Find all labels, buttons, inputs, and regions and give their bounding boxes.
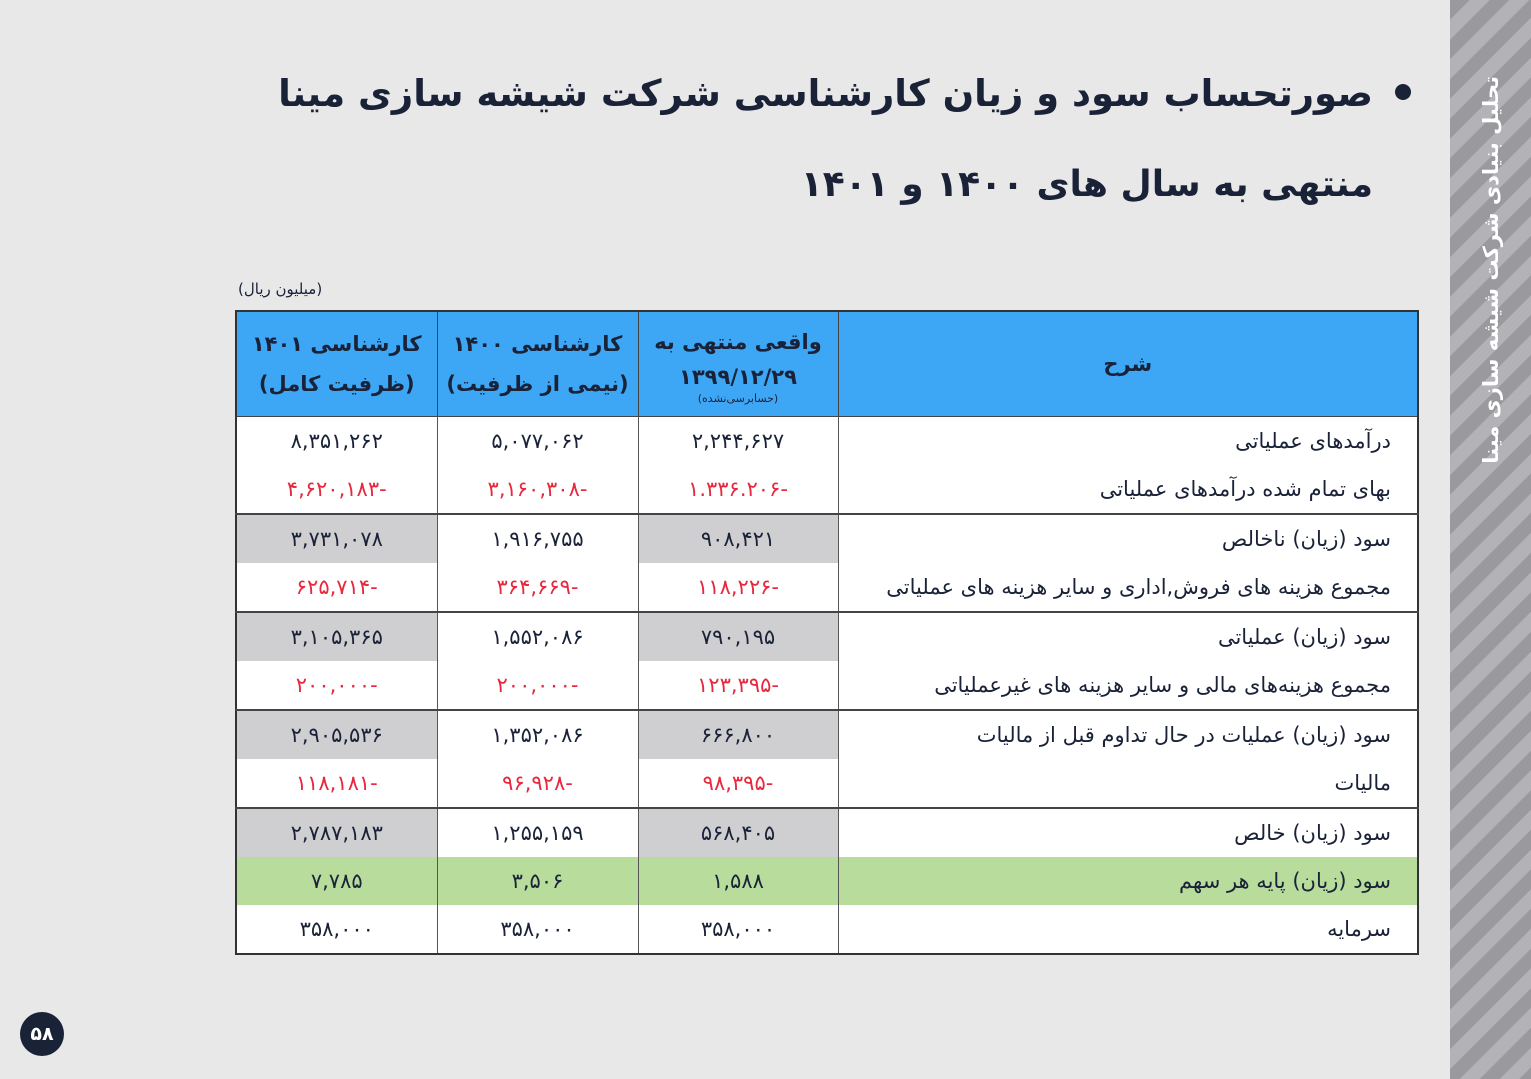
row-desc: مالیات <box>838 759 1418 808</box>
row-desc: درآمدهای عملیاتی <box>838 417 1418 466</box>
header-actual <box>638 311 838 417</box>
row-desc: سود (زیان) ناخالص <box>838 514 1418 563</box>
side-label-container <box>1450 76 1531 464</box>
side-label: تحلیل بنیادی شرکت شیشه سازی مینا <box>1478 76 1503 464</box>
row-desc: مجموع هزینه های فروش,اداری و سایر هزینه های عملیاتی <box>838 563 1418 612</box>
unit-note: (میلیون ریال) <box>238 280 323 298</box>
cell-1401: ۳۵۸,۰۰۰ <box>236 905 437 954</box>
cell-1400: ۵,۰۷۷,۰۶۲ <box>437 417 638 466</box>
page-title-text: صورتحساب سود و زیان کارشناسی شرکت شیشه سازی مینا <box>278 72 1373 115</box>
cell-1401: ۲,۹۰۵,۵۳۶ <box>236 710 437 759</box>
cell-actual: -۱۲۳,۳۹۵ <box>638 661 838 710</box>
table-row <box>236 612 1418 661</box>
table-row <box>236 759 1418 808</box>
row-desc: سود (زیان) عملیاتی <box>838 612 1418 661</box>
cell-1400: ۳۵۸,۰۰۰ <box>437 905 638 954</box>
cell-1400: ۱,۵۵۲,۰۸۶ <box>437 612 638 661</box>
page-title <box>278 72 1411 115</box>
header-actual-note: (حسابرسی‌نشده) <box>697 392 779 405</box>
table-row <box>236 808 1418 857</box>
cell-actual: ۶۶۶,۸۰۰ <box>638 710 838 759</box>
table-row <box>236 563 1418 612</box>
cell-1401: ۳,۷۳۱,۰۷۸ <box>236 514 437 563</box>
cell-1401: ۲,۷۸۷,۱۸۳ <box>236 808 437 857</box>
cell-actual: ۱,۵۸۸ <box>638 857 838 905</box>
cell-1400: ۳,۵۰۶ <box>437 857 638 905</box>
header-1401-line1: کارشناسی ۱۴۰۱ <box>251 332 422 356</box>
row-desc: مجموع هزینه‌های مالی و سایر هزینه های غیرعملیاتی <box>838 661 1418 710</box>
cell-actual: ۹۰۸,۴۲۱ <box>638 514 838 563</box>
cell-actual: ۷۹۰,۱۹۵ <box>638 612 838 661</box>
row-desc: سود (زیان) خالص <box>838 808 1418 857</box>
table-row <box>236 465 1418 514</box>
cell-1401: ۳,۱۰۵,۳۶۵ <box>236 612 437 661</box>
page-subtitle: منتهی به سال های ۱۴۰۰ و ۱۴۰۱ <box>800 164 1373 205</box>
row-desc: سرمایه <box>838 905 1418 954</box>
header-1400-line1: کارشناسی ۱۴۰۰ <box>452 332 623 356</box>
cell-1401: -۲۰۰,۰۰۰ <box>236 661 437 710</box>
header-actual-line1: واقعی منتهی به <box>654 330 822 354</box>
cell-1400: -۳,۱۶۰,۳۰۸ <box>437 465 638 514</box>
cell-1401: ۸,۳۵۱,۲۶۲ <box>236 417 437 466</box>
cell-1400: -۲۰۰,۰۰۰ <box>437 661 638 710</box>
table-row <box>236 417 1418 466</box>
cell-actual: ۲,۲۴۴,۶۲۷ <box>638 417 838 466</box>
header-1400 <box>437 311 638 417</box>
cell-actual: -۱.۳۳۶.۲۰۶ <box>638 465 838 514</box>
cell-actual: ۵۶۸,۴۰۵ <box>638 808 838 857</box>
cell-actual: ۳۵۸,۰۰۰ <box>638 905 838 954</box>
cell-1400: ۱,۲۵۵,۱۵۹ <box>437 808 638 857</box>
cell-actual: -۹۸,۳۹۵ <box>638 759 838 808</box>
header-1401 <box>236 311 437 417</box>
header-1400-line2: (نیمی از ظرفیت) <box>446 372 629 396</box>
cell-1401: ۷,۷۸۵ <box>236 857 437 905</box>
cell-1401: -۱۱۸,۱۸۱ <box>236 759 437 808</box>
cell-1400: -۳۶۴,۶۶۹ <box>437 563 638 612</box>
table-row <box>236 905 1418 954</box>
table-row-highlight <box>236 857 1418 905</box>
table-row <box>236 661 1418 710</box>
header-desc: شرح <box>838 311 1418 417</box>
bullet-icon <box>1395 84 1411 100</box>
cell-actual: -۱۱۸,۲۲۶ <box>638 563 838 612</box>
cell-1400: -۹۶,۹۲۸ <box>437 759 638 808</box>
cell-1401: -۶۲۵,۷۱۴ <box>236 563 437 612</box>
page-number: ۵۸ <box>20 1012 64 1056</box>
header-actual-line2: ۱۳۹۹/۱۲/۲۹ <box>679 365 797 389</box>
table-header-row <box>236 311 1418 417</box>
row-desc: بهای تمام شده درآمدهای عملیاتی <box>838 465 1418 514</box>
cell-1400: ۱,۳۵۲,۰۸۶ <box>437 710 638 759</box>
table-row <box>236 710 1418 759</box>
income-statement-table <box>235 310 1419 955</box>
row-desc: سود (زیان) عملیات در حال تداوم قبل از مالیات <box>838 710 1418 759</box>
cell-1400: ۱,۹۱۶,۷۵۵ <box>437 514 638 563</box>
row-desc: سود (زیان) پایه هر سهم <box>838 857 1418 905</box>
header-1401-line2: (ظرفیت کامل) <box>258 372 415 396</box>
table-row <box>236 514 1418 563</box>
cell-1401: -۴,۶۲۰,۱۸۳ <box>236 465 437 514</box>
